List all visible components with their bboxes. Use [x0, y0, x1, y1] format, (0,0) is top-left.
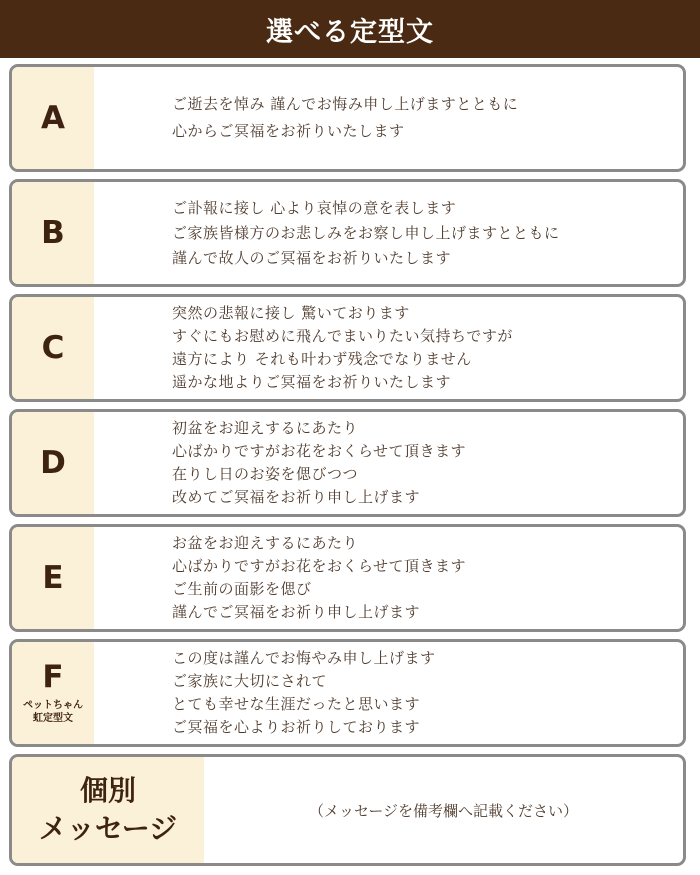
message-line: とても幸せな生涯だったと思います [172, 695, 421, 713]
option-card-custom[interactable] [9, 754, 686, 866]
message-line: ご生前の面影を偲び [172, 580, 312, 598]
message-line: 初盆をお迎えするにあたり [172, 419, 359, 437]
message-text [172, 527, 675, 629]
option-letter: D [40, 444, 66, 481]
option-letter: E [42, 559, 64, 596]
option-card-f[interactable] [9, 639, 686, 747]
option-letter: C [41, 329, 65, 366]
option-tab [12, 527, 94, 629]
message-text [172, 297, 675, 399]
option-card-d[interactable] [9, 409, 686, 517]
message-line: ご訃報に接し 心より哀悼の意を表します [172, 198, 457, 217]
option-card-b[interactable] [9, 179, 686, 287]
message-line: 突然の悲報に接し 驚いております [172, 304, 410, 322]
message-line: 遠方により それも叶わず残念でなりません [172, 350, 472, 368]
message-text [172, 182, 675, 284]
option-letter: F [42, 658, 64, 695]
option-tab [12, 642, 94, 744]
custom-title-line2: メッセージ [38, 812, 178, 845]
message-line: 謹んで故人のご冥福をお祈りいたします [172, 248, 452, 267]
page-title: 選べる定型文 [0, 0, 700, 58]
message-line: この度は謹んでお悔やみ申し上げます [172, 649, 436, 667]
message-line: すぐにもお慰めに飛んでまいりたい気持ちですが [172, 327, 513, 345]
message-line: 心からご冥福をお祈りいたします [172, 122, 405, 140]
message-text [172, 67, 675, 169]
option-letter: B [41, 214, 65, 251]
message-line: ご家族に大切にされて [172, 672, 328, 690]
option-tab [12, 757, 204, 863]
custom-note: （メッセージを備考欄へ記載ください） [308, 801, 579, 820]
option-tab [12, 412, 94, 514]
option-tab [12, 297, 94, 399]
message-line: ご逝去を悼み 謹んでお悔み申し上げますとともに [172, 95, 519, 113]
sublabel-line: ペットちゃん [23, 699, 83, 711]
message-line: 在りし日のお姿を偲びつつ [172, 465, 359, 483]
custom-title-line1: 個別 [79, 774, 136, 807]
message-line: 遥かな地よりご冥福をお祈りいたします [172, 373, 452, 391]
option-card-c[interactable] [9, 294, 686, 402]
option-card-e[interactable] [9, 524, 686, 632]
message-line: ご冥福を心よりお祈りしております [172, 718, 421, 736]
message-line: ご家族皆様方のお悲しみをお察し申し上げますとともに [172, 223, 560, 242]
option-card-a[interactable] [9, 64, 686, 172]
option-sublabel [23, 699, 83, 725]
message-line: 心ばかりですがお花をおくらせて頂きます [172, 557, 467, 575]
message-text [172, 642, 675, 744]
option-letter: A [41, 99, 65, 136]
message-line: 心ばかりですがお花をおくらせて頂きます [172, 442, 467, 460]
sublabel-line: 虹定型文 [33, 712, 73, 724]
message-line: お盆をお迎えするにあたり [172, 534, 359, 552]
option-tab [12, 67, 94, 169]
message-line: 改めてご冥福をお祈り申し上げます [172, 488, 421, 506]
option-tab [12, 182, 94, 284]
message-line: 謹んでご冥福をお祈り申し上げます [172, 603, 421, 621]
message-text [172, 412, 675, 514]
